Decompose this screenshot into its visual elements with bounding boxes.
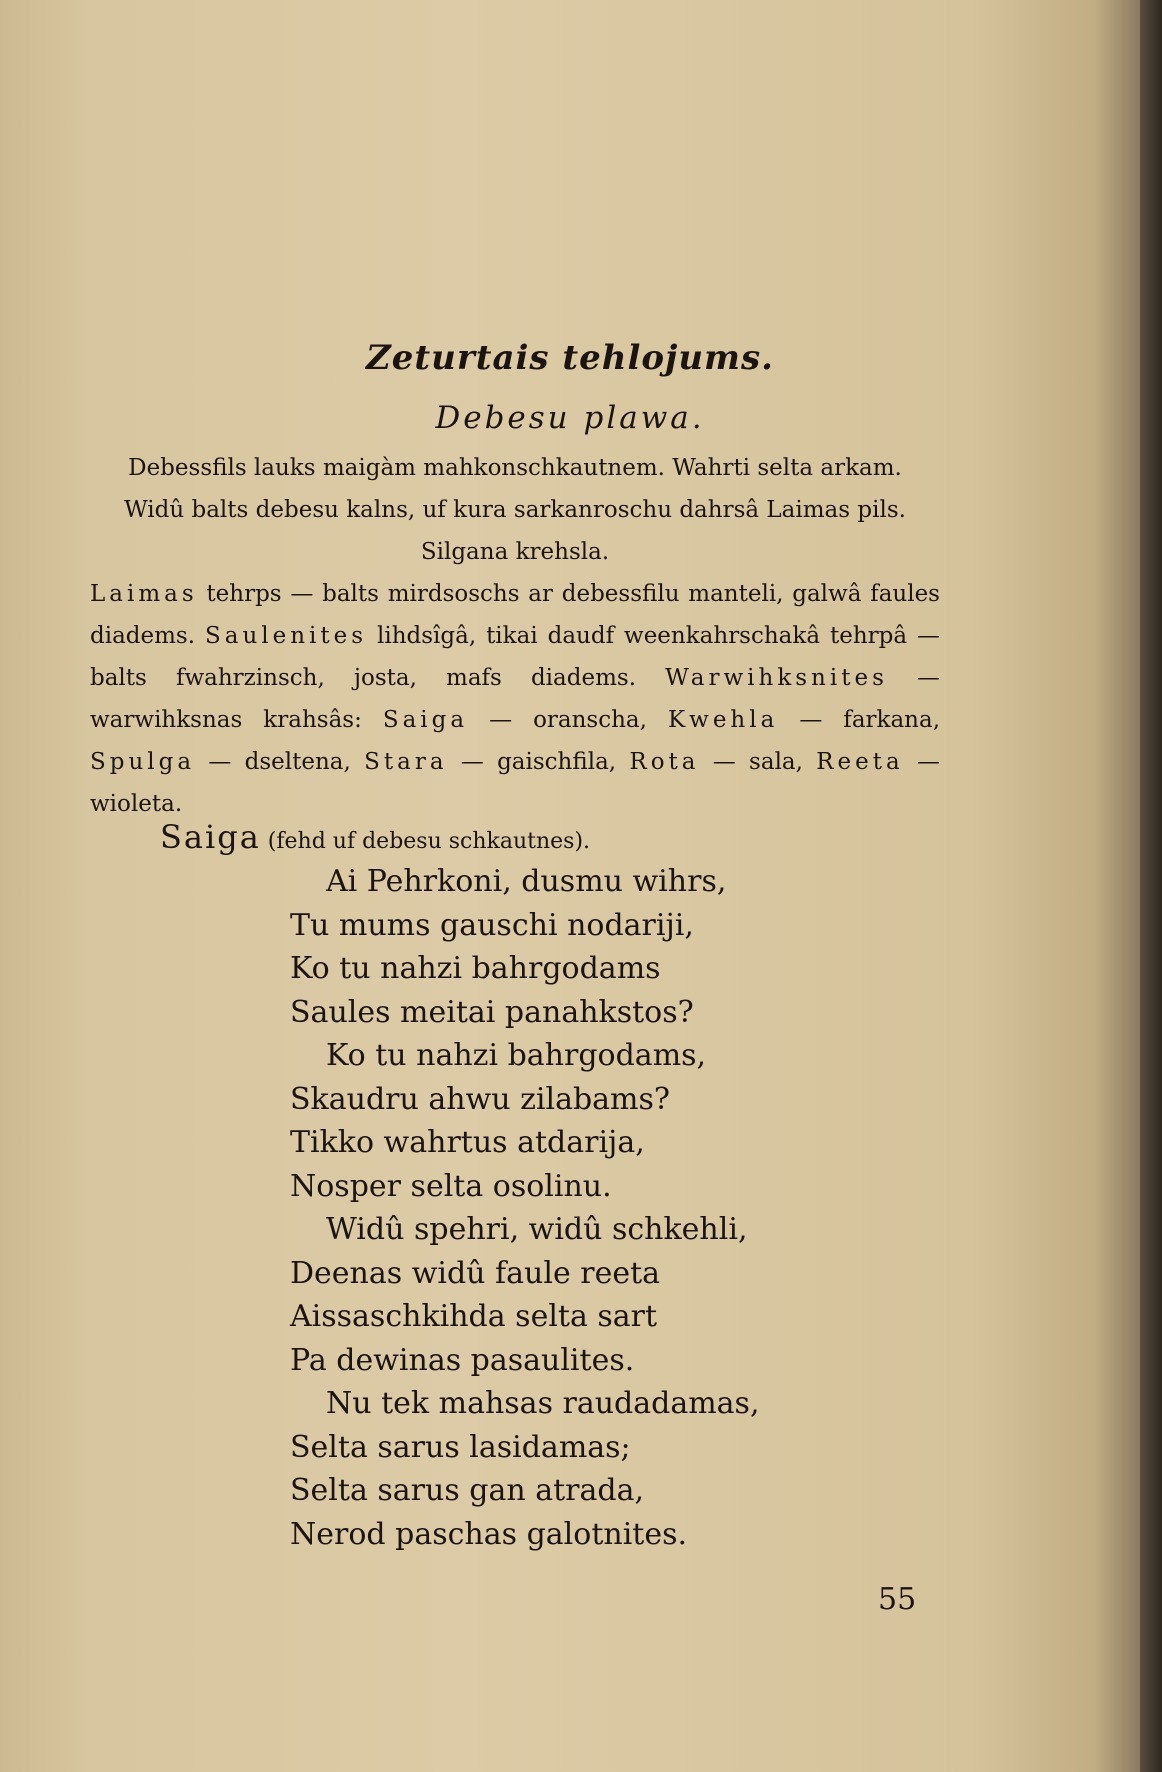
poem-line: Ko tu nahzi bahrgodams [290, 951, 661, 986]
description-text: tehrps — balts mirdsoschs ar debessfilu manteli, galwâ faules diadems. [90, 581, 940, 649]
speaker-line [160, 818, 590, 856]
poem-line: Deenas widû faule reeta [290, 1255, 661, 1291]
stage-direction: (fehd uf debesu schkautnes). [267, 829, 591, 854]
poem-line: Skaudru ahwu zilabams? [290, 1081, 670, 1117]
speaker-name: Saiga [160, 818, 261, 856]
description-text: — gaischfila, [447, 749, 630, 775]
chapter-title: Zeturtais tehlojums. [365, 338, 775, 378]
character-name: Stara [364, 749, 448, 775]
poem-line: Tikko wahrtus atdarija, [290, 1125, 645, 1160]
poem-line: Ai Pehrkoni, dusmu wihrs, [326, 864, 727, 899]
character-name: Saulenites [204, 623, 368, 649]
character-name: Rota [629, 749, 700, 775]
character-name: Saiga [382, 707, 469, 733]
description-text: lihdsîgâ, tikai daudf weenkahrschakâ tehrpâ — balts fwahrzinsch, josta, mafs diadems. [90, 623, 940, 691]
poem-line: Nerod paschas galotnites. [290, 1516, 688, 1552]
character-name: Kwehla [667, 707, 779, 733]
page-number: 55 [878, 1582, 917, 1617]
description-text: — wioleta. [90, 749, 941, 817]
poem-line: Saules meitai panahkstos? [290, 994, 694, 1030]
poem-line: Nu tek mahsas raudadamas, [326, 1386, 760, 1421]
stage-description [90, 447, 940, 825]
description-text: — dseltena, [195, 749, 365, 775]
book-spine [1140, 0, 1162, 1772]
poem [290, 860, 760, 1556]
description-paragraph-2: Widû balts debesu kalns, uf kura sarkanroschu dahrsâ Laimas pils. Silgana krehsla. [124, 497, 906, 565]
poem-line: Nosper selta osolinu. [290, 1168, 612, 1204]
poem-line: Selta sarus gan atrada, [290, 1473, 644, 1508]
scene-title: Debesu plawa. [435, 400, 705, 436]
description-paragraph-1: Debessfils lauks maigàm mahkonschkautnem. Wahrti selta arkam. [128, 455, 902, 481]
description-text: — warwihksnas krahsâs: [90, 665, 940, 733]
poem-line: Aissaschkihda selta sart [290, 1299, 658, 1334]
description-text: — sala, [699, 749, 817, 775]
character-name: Laimas [90, 581, 198, 607]
character-name: Spulga [90, 749, 196, 775]
poem-line: Tu mums gauschi nodariji, [290, 907, 694, 943]
poem-line: Widû spehri, widû schkehli, [326, 1212, 748, 1247]
description-text: — oranscha, [468, 707, 668, 733]
description-text: — farkana, [778, 707, 941, 733]
description-paragraph-3 [90, 573, 940, 825]
poem-line: Ko tu nahzi bahrgodams, [326, 1038, 707, 1073]
poem-line: Pa dewinas pasaulites. [290, 1342, 635, 1378]
character-name: Warwihksnites [665, 665, 888, 691]
poem-line: Selta sarus lasidamas; [290, 1429, 631, 1465]
character-name: Reeta [816, 749, 904, 775]
